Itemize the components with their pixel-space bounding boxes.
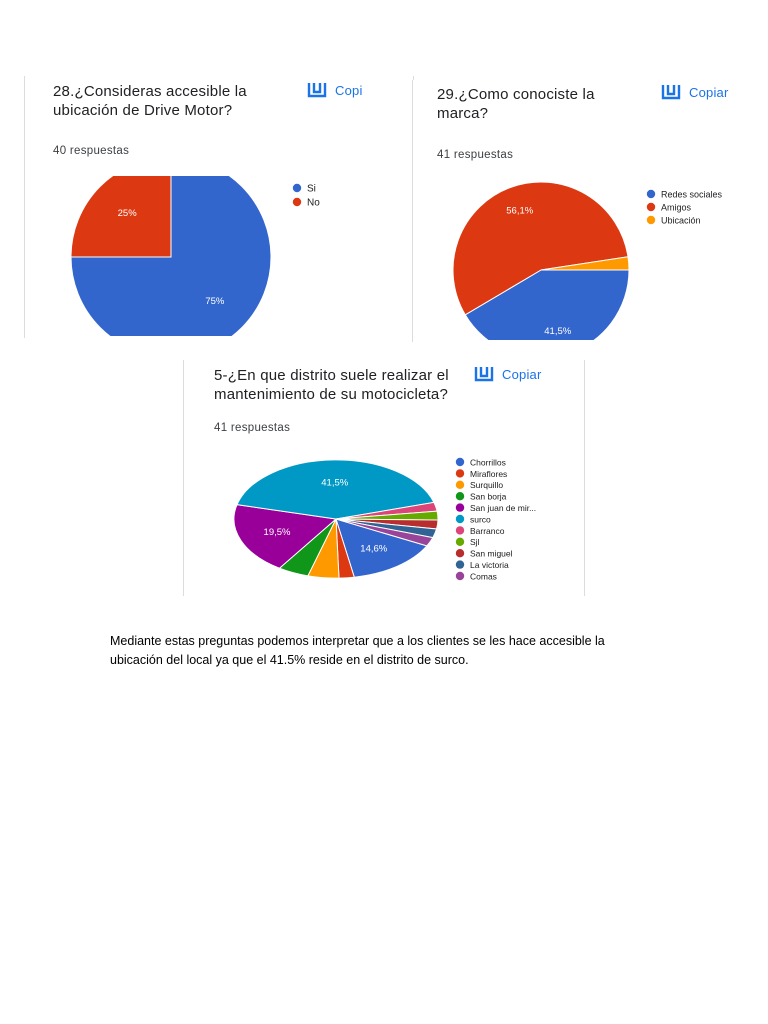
legend-swatch (647, 216, 655, 224)
legend-label[interactable]: Amigos (661, 202, 692, 213)
legend-swatch (456, 572, 464, 580)
question-card-5 (183, 360, 585, 596)
question-card-28 (24, 76, 414, 338)
legend-swatch (456, 481, 464, 489)
legend-swatch (647, 190, 655, 198)
legend-label[interactable]: San borja (470, 491, 507, 502)
response-count: 41 respuestas (437, 149, 514, 161)
pie-chart-distrito (184, 450, 584, 596)
legend-swatch (456, 526, 464, 534)
slice-label: 75% (205, 295, 225, 307)
question-title: 28.¿Consideras accesible la ubicación de Drive Motor? (53, 83, 247, 119)
question-title: 29.¿Como conociste la marca? (437, 86, 595, 122)
legend-swatch (456, 458, 464, 466)
legend-label[interactable]: No (307, 197, 320, 209)
copy-button[interactable] (661, 84, 729, 100)
copy-button[interactable] (474, 366, 542, 382)
legend-label[interactable]: San juan de mir... (470, 503, 537, 513)
legend-label[interactable]: Comas (470, 571, 497, 582)
legend-swatch (456, 492, 464, 500)
legend-swatch (456, 549, 464, 557)
pie-chart-marca (413, 180, 743, 340)
copy-chart-icon (661, 84, 681, 100)
legend-label[interactable]: Sjl (470, 537, 480, 548)
copy-label: Copiar (502, 366, 542, 382)
legend-swatch (293, 184, 301, 192)
legend-label[interactable]: Chorrillos (470, 457, 506, 468)
legend-label[interactable]: surco (470, 514, 491, 525)
question-title: 5-¿En que distrito suele realizar el mantenimiento de su motocicleta? (214, 367, 449, 403)
legend-swatch (456, 560, 464, 568)
slice-label: 41,5% (544, 326, 572, 338)
legend-label[interactable]: Ubicación (661, 215, 701, 226)
copy-label: Copi (335, 82, 363, 98)
legend-label[interactable]: San miguel (470, 548, 513, 559)
legend-swatch (456, 503, 464, 511)
slice-label: 41,5% (321, 477, 349, 489)
legend-swatch (456, 515, 464, 523)
legend-swatch (456, 538, 464, 546)
copy-button[interactable] (307, 82, 363, 98)
slice-label: 56,1% (506, 205, 534, 217)
slice-label: 14,6% (360, 543, 388, 555)
slice-label: 19,5% (263, 527, 291, 539)
legend-label[interactable]: Miraflores (470, 468, 508, 479)
response-count: 40 respuestas (53, 145, 130, 157)
legend-label[interactable]: Barranco (470, 525, 505, 536)
legend-swatch (647, 203, 655, 211)
legend-label[interactable]: Redes sociales (661, 189, 723, 200)
response-count: 41 respuestas (214, 422, 291, 434)
slice-label: 25% (117, 208, 137, 220)
legend-label[interactable]: Si (307, 183, 316, 195)
copy-chart-icon (474, 366, 494, 382)
legend-label[interactable]: La victoria (470, 560, 509, 570)
copy-chart-icon (307, 82, 327, 98)
pie-chart-accesible (25, 176, 413, 336)
legend-swatch (456, 469, 464, 477)
legend-swatch (293, 198, 301, 206)
legend-label[interactable]: Surquillo (470, 480, 504, 491)
interpretation-paragraph: Mediante estas preguntas podemos interpretar que a los clientes se les hace accesible la ubicación del local ya que el 41.5% reside en el distrito de surco. (110, 634, 605, 667)
copy-label: Copiar (689, 84, 729, 100)
question-card-29 (412, 80, 743, 342)
